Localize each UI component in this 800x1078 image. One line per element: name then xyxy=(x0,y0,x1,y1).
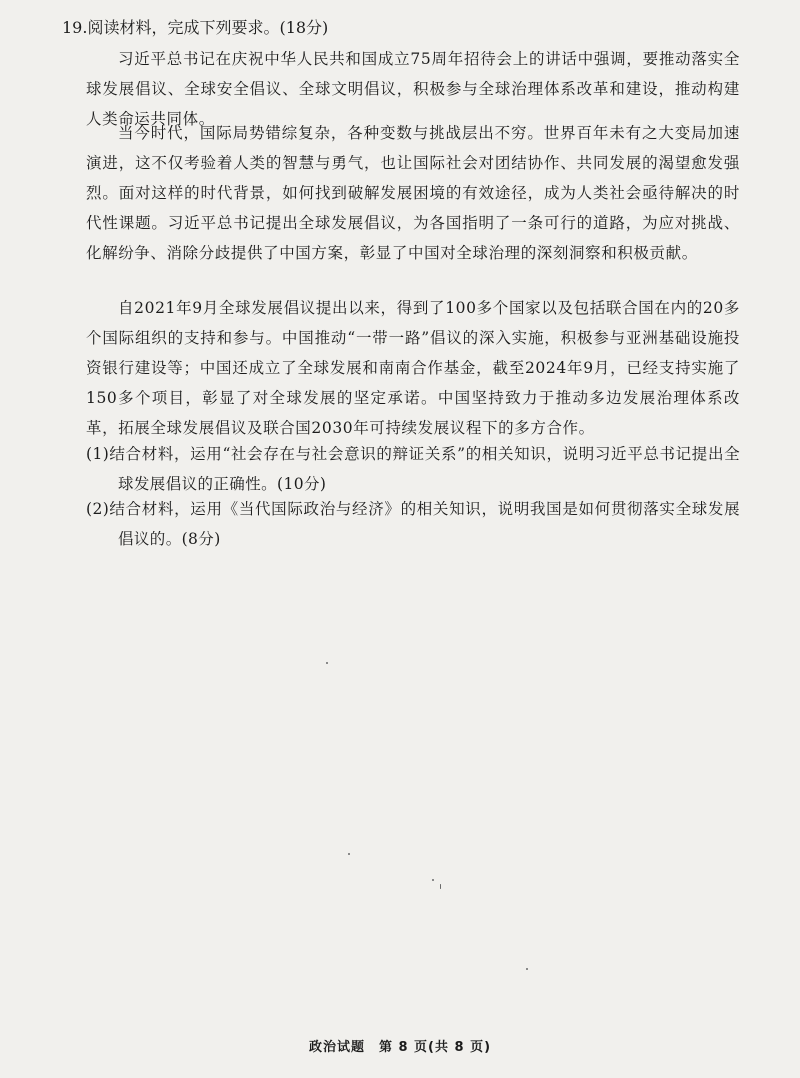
scan-speck xyxy=(348,853,350,855)
scan-speck xyxy=(526,968,528,970)
sub-question-1: (1)结合材料，运用“社会存在与社会意识的辩证关系”的相关知识，说明习近平总书记提出全球发展倡议的正确性。(10分) xyxy=(86,445,740,493)
sub-question-2: (2)结合材料，运用《当代国际政治与经济》的相关知识，说明我国是如何贯彻落实全球发展倡议的。(8分) xyxy=(86,500,740,548)
material-paragraph-3: 自2021年9月全球发展倡议提出以来，得到了100多个国家以及包括联合国在内的20多个国际组织的支持和参与。中国推动“一带一路”倡议的深入实施，积极参与亚洲基础设施投资银行建设等；中国还成立了全球发展和南南合作基金，截至2024年9月，已经支持实施了150多个项目，彰显了对全球发展的坚定承诺。中国坚持致力于推动多边发展治理体系改革，拓展全球发展倡议及联合国2030年可持续发展议程下的多方合作。 xyxy=(86,299,740,437)
material-paragraph-2: 当今时代，国际局势错综复杂，各种变数与挑战层出不穷。世界百年未有之大变局加速演进，这不仅考验着人类的智慧与勇气，也让国际社会对团结协作、共同发展的渴望愈发强烈。面对这样的时代背景，如何找到破解发展困境的有效途径，成为人类社会亟待解决的时代性课题。习近平总书记提出全球发展倡议，为各国指明了一条可行的道路，为应对挑战、化解纷争、消除分歧提供了中国方案，彰显了中国对全球治理的深刻洞察和积极贡献。 xyxy=(86,124,740,262)
page-footer: 政治试题 第 8 页(共 8 页) xyxy=(308,1040,492,1055)
scan-speck xyxy=(440,884,441,889)
material-paragraph-1: 习近平总书记在庆祝中华人民共和国成立75周年招待会上的讲话中强调，要推动落实全球发展倡议、全球安全倡议、全球文明倡议，积极参与全球治理体系改革和建设，推动构建人类命运共同体。 xyxy=(86,50,740,128)
scan-speck xyxy=(326,662,328,664)
scan-speck xyxy=(432,879,434,881)
question-title: 19.阅读材料，完成下列要求。(18分) xyxy=(62,18,329,37)
